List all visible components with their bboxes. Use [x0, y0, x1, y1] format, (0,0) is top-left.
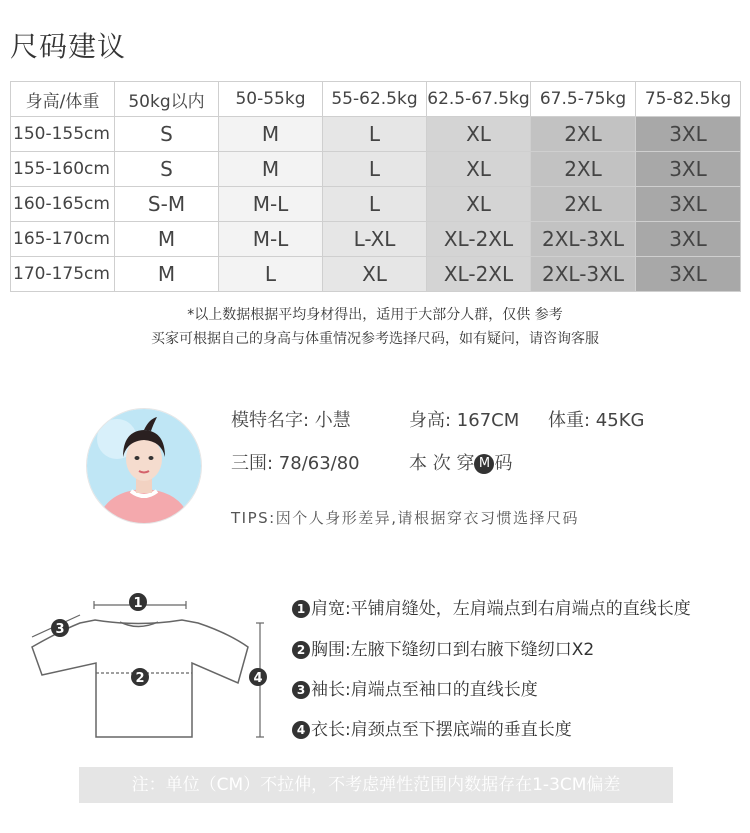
size-cell: M-L [219, 187, 323, 222]
size-cell: M [115, 222, 219, 257]
model-height: 身高: 167CM [409, 410, 520, 431]
diagram-label-4: 4 [253, 671, 263, 686]
size-cell: M [219, 117, 323, 152]
size-cell: M [219, 152, 323, 187]
measure-text-2: 胸围:左腋下缝纫口到右腋下缝纫口X2 [311, 640, 595, 660]
size-cell: L [323, 187, 427, 222]
model-measurements: 三围: 78/63/80 [231, 453, 360, 474]
measure-num-3: 3 [292, 681, 310, 699]
table-row [11, 117, 741, 152]
table-row [11, 152, 741, 187]
garment-diagram [20, 585, 270, 745]
measure-item-4 [292, 715, 572, 740]
size-cell: M [115, 257, 219, 292]
header-cell: 55-62.5kg [323, 82, 427, 117]
size-cell: XL [427, 152, 531, 187]
measure-text-4: 衣长:肩颈点至下摆底端的垂直长度 [311, 720, 572, 740]
measure-item-1 [292, 594, 691, 619]
note-line-2: 买家可根据自己的身高与体重情况参考选择尺码，如有疑问，请咨询客服 [151, 331, 599, 347]
size-cell: 2XL-3XL [531, 257, 636, 292]
size-cell: 3XL [636, 222, 741, 257]
height-cell: 160-165cm [11, 187, 115, 222]
table-header-row [11, 82, 741, 117]
height-cell: 155-160cm [11, 152, 115, 187]
size-cell: 2XL [531, 152, 636, 187]
size-cell: XL [323, 257, 427, 292]
footer-note: 注：单位（CM）不拉伸，不考虑弹性范围内数据存在1-3CM偏差 [131, 775, 621, 795]
height-cell: 150-155cm [11, 117, 115, 152]
tips-text: TIPS:因个人身形差异,请根据穿衣习惯选择尺码 [231, 509, 579, 527]
header-cell: 67.5-75kg [531, 82, 636, 117]
size-cell: M-L [219, 222, 323, 257]
measure-text-3: 袖长:肩端点至袖口的直线长度 [311, 680, 538, 700]
measure-num-4: 4 [292, 721, 310, 739]
height-cell: 165-170cm [11, 222, 115, 257]
header-cell: 75-82.5kg [636, 82, 741, 117]
diagram-label-1: 1 [133, 596, 143, 611]
size-chart-table [10, 81, 741, 292]
table-row [11, 257, 741, 292]
size-cell: 2XL [531, 187, 636, 222]
size-cell: L-XL [323, 222, 427, 257]
measure-item-3 [292, 675, 538, 700]
wearing-suffix: 码 [494, 453, 513, 474]
model-weight: 体重: 45KG [548, 410, 645, 431]
diagram-label-3: 3 [55, 622, 65, 637]
size-cell: XL [427, 187, 531, 222]
table-row [11, 222, 741, 257]
size-cell: L [323, 152, 427, 187]
header-cell: 50kg以内 [115, 82, 219, 117]
model-name: 模特名字: 小慧 [231, 410, 351, 431]
size-cell: 3XL [636, 117, 741, 152]
measure-num-2: 2 [292, 641, 310, 659]
size-cell: XL-2XL [427, 257, 531, 292]
size-cell: S [115, 117, 219, 152]
size-cell: 2XL [531, 117, 636, 152]
size-cell: 3XL [636, 257, 741, 292]
measure-num-1: 1 [292, 600, 310, 618]
wearing-size-badge: M [474, 454, 494, 474]
measure-item-2 [292, 635, 594, 660]
header-cell: 身高/体重 [11, 82, 115, 117]
diagram-label-2: 2 [135, 671, 145, 686]
size-cell: XL-2XL [427, 222, 531, 257]
header-cell: 50-55kg [219, 82, 323, 117]
header-cell: 62.5-67.5kg [427, 82, 531, 117]
measure-text-1: 肩宽:平铺肩缝处，左肩端点到右肩端点的直线长度 [311, 599, 691, 619]
table-row [11, 187, 741, 222]
size-cell: XL [427, 117, 531, 152]
wearing-prefix: 本 次 穿 [409, 453, 475, 474]
size-cell: 3XL [636, 152, 741, 187]
height-cell: 170-175cm [11, 257, 115, 292]
size-cell: L [323, 117, 427, 152]
size-cell: S [115, 152, 219, 187]
size-cell: L [219, 257, 323, 292]
size-cell: 3XL [636, 187, 741, 222]
note-line-1: *以上数据根据平均身材得出，适用于大部分人群，仅供 参考 [187, 307, 563, 323]
size-cell: S-M [115, 187, 219, 222]
section-title: 尺码建议 [10, 30, 127, 63]
model-avatar [86, 408, 202, 524]
size-cell: 2XL-3XL [531, 222, 636, 257]
model-wearing-size [409, 449, 512, 475]
